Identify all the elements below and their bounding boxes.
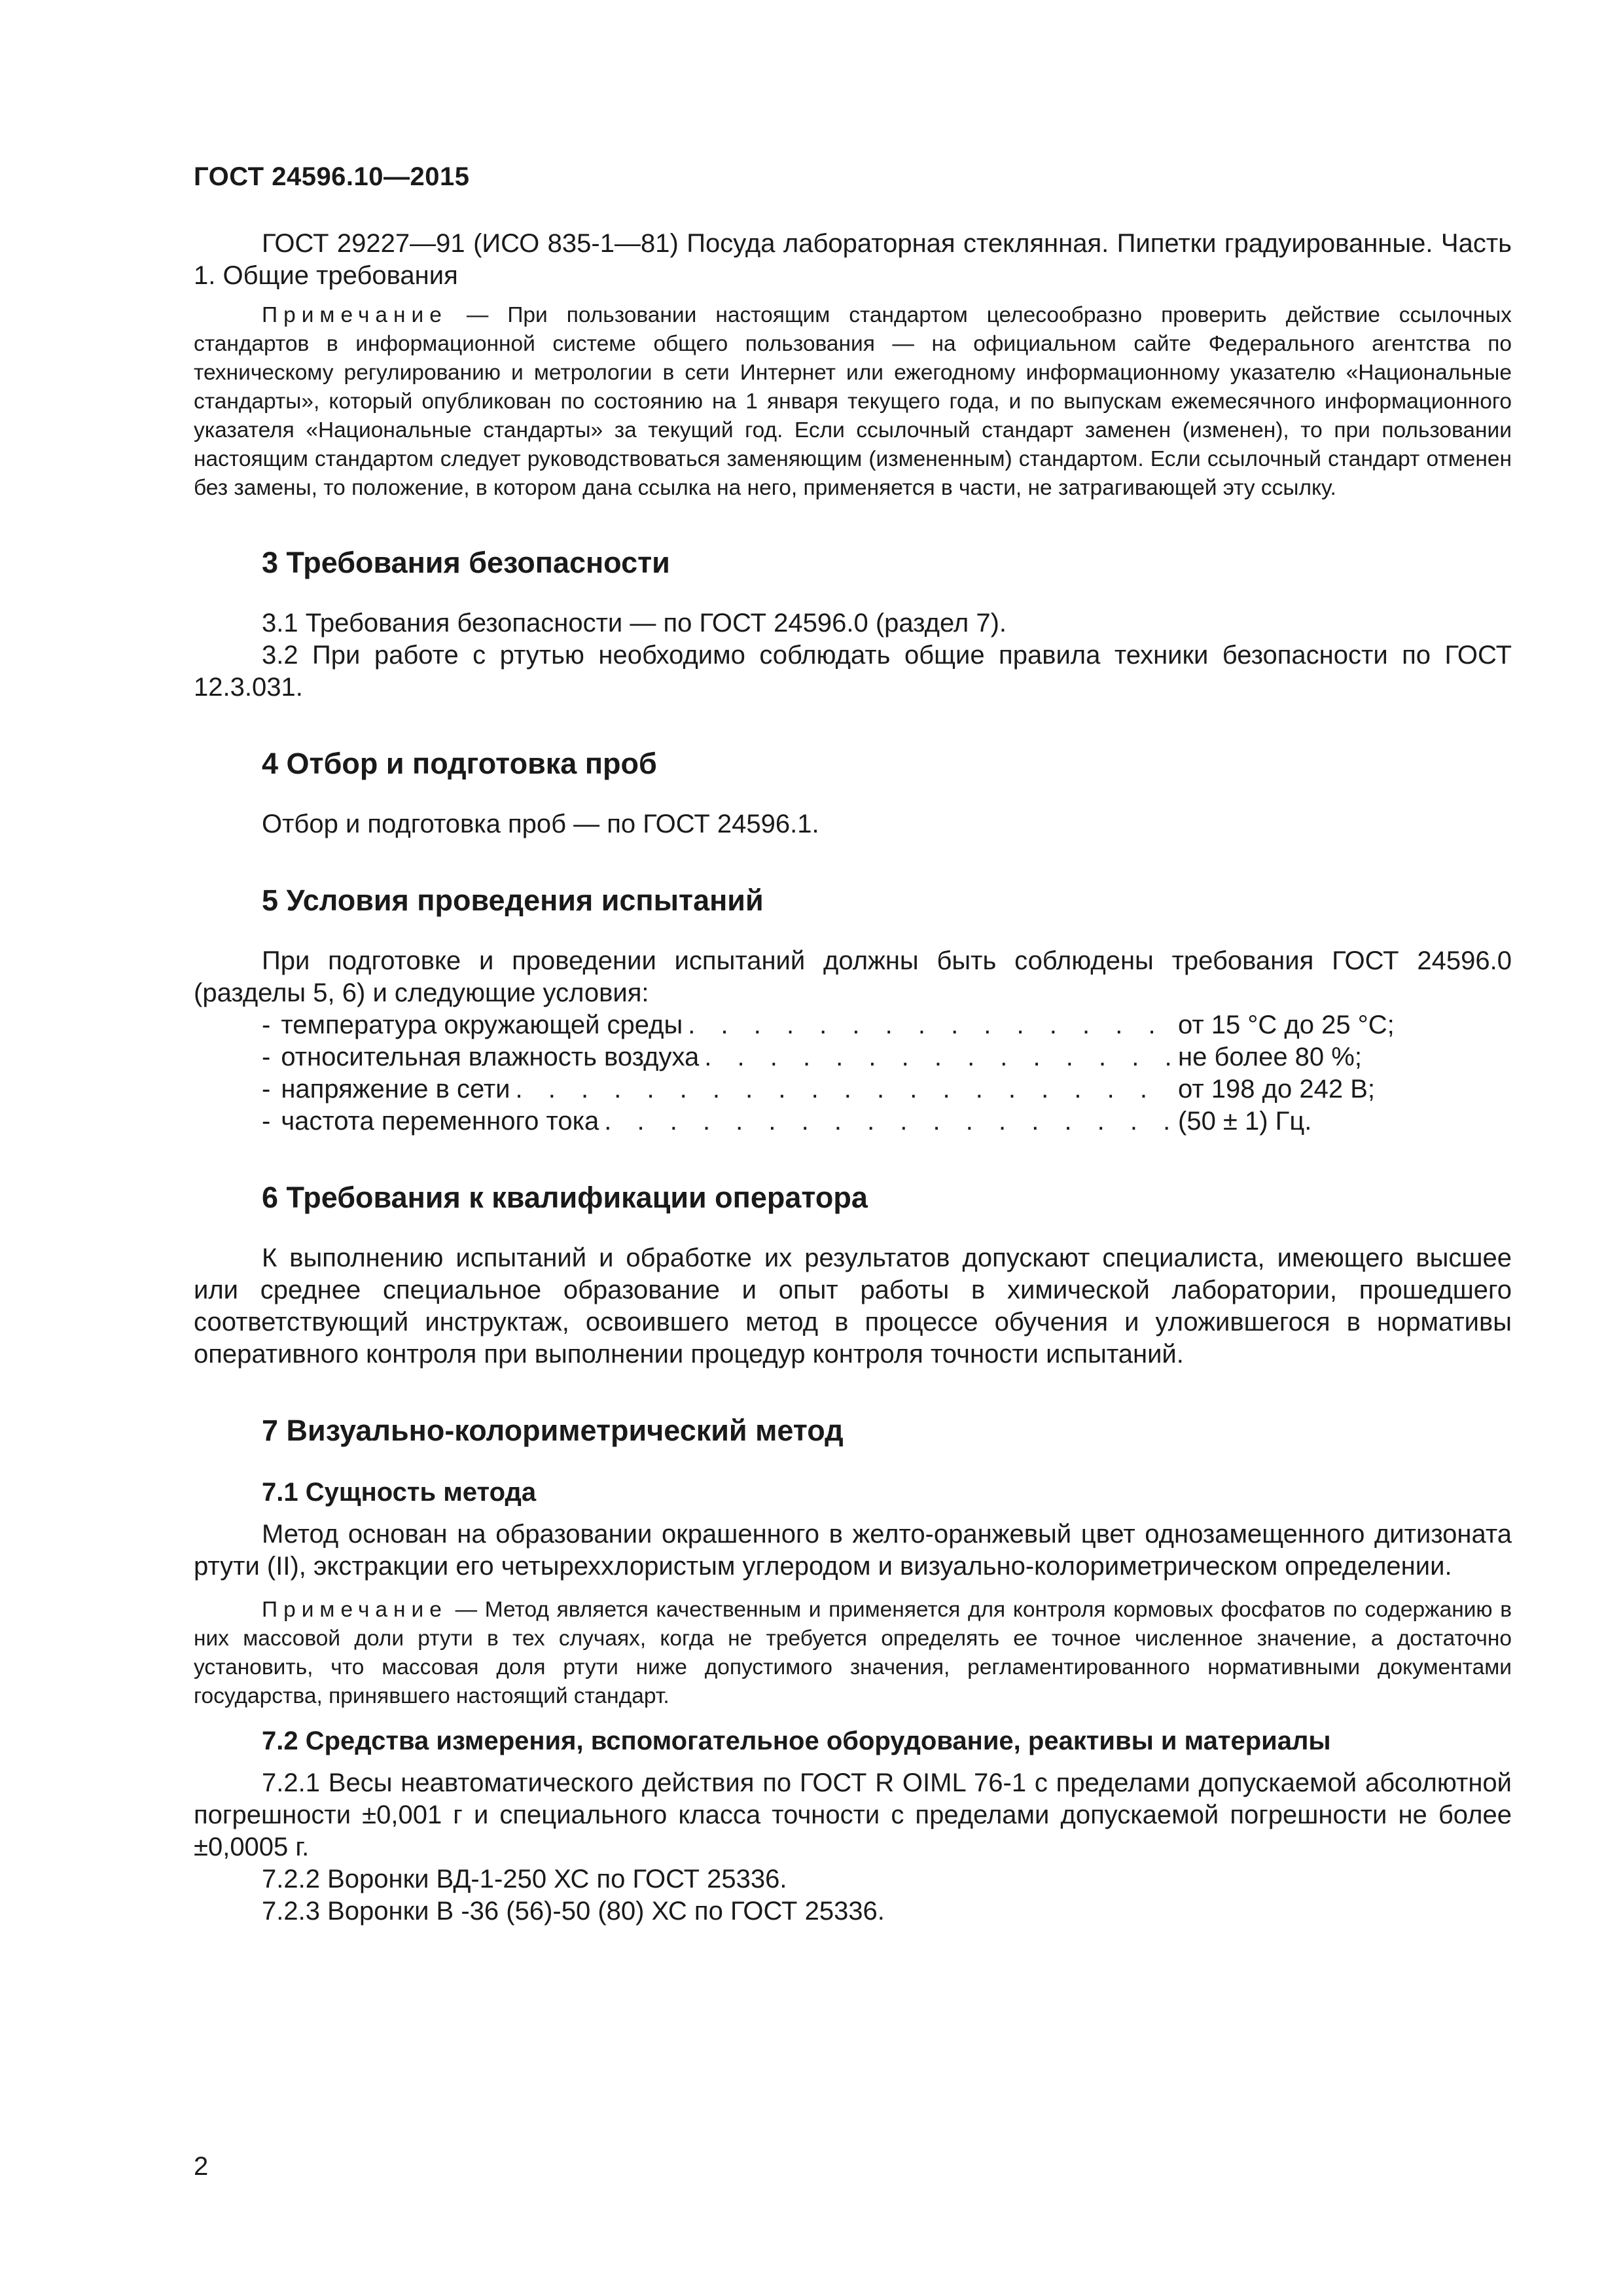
condition-name: частота переменного тока <box>281 1107 599 1136</box>
section-7-1-heading: 7.1 Сущность метода <box>262 1478 537 1507</box>
section-3-heading: 3 Требования безопасности <box>262 546 670 579</box>
section-4-text: Отбор и подготовка проб — по ГОСТ 24596.1. <box>262 810 819 838</box>
section-6-heading: 6 Требования к квалификации оператора <box>262 1181 868 1214</box>
section-7-1-text: Метод основан на образовании окрашенного в желто-оранжевый цвет однозамещенного дитизоната ртути (II), экстракции его четыреххлористым углеродом и визуально-колориметрическом определении. <box>194 1520 1512 1581</box>
condition-value: от 15 °С до 25 °С; <box>1178 1011 1395 1039</box>
conditions-list <box>194 1009 1512 1138</box>
section-7-heading: 7 Визуально-колориметрический метод <box>262 1414 844 1447</box>
section-6-text: К выполнению испытаний и обработке их результатов допускают специалиста, имеющего высшее или среднее специальное образование и опыт работы в химической лаборатории, прошедшего соответствующий инструктаж, освоившего метод в процессе обучения и уложившегося в нормативы оперативного контроля при выполнении процедур контроля точности испытаний. <box>194 1244 1512 1369</box>
page-number: 2 <box>194 2152 209 2181</box>
condition-value: от 198 до 242 В; <box>1178 1075 1375 1103</box>
note-label: Примечание <box>262 303 448 327</box>
note-referenced-standards <box>194 301 1512 503</box>
condition-item <box>194 1073 1512 1105</box>
condition-value: не более 80 %; <box>1178 1043 1362 1071</box>
condition-dash: - <box>262 1043 271 1071</box>
note-text: — Метод является качественным и применяется для контроля кормовых фосфатов по содержанию в них массовой доли ртути в тех случаях, когда не требуется определять ее точное численное значение, а достаточно установить, что массовая доля ртути ниже допустимого значения, регламентированного нормативными документами государства, принявшего настоящий стандарт. <box>194 1598 1512 1708</box>
reference-item: ГОСТ 29227—91 (ИСО 835-1—81) Посуда лабораторная стеклянная. Пипетки градуированные. Часть 1. Общие требования <box>194 229 1512 290</box>
condition-name: напряжение в сети <box>281 1075 510 1103</box>
section-4-heading: 4 Отбор и подготовка проб <box>262 747 657 780</box>
section-3-2-text: 3.2 При работе с ртутью необходимо соблюдать общие правила техники безопасности по ГОСТ 12.3.031. <box>194 641 1512 702</box>
section-7-2-1-text: 7.2.1 Весы неавтоматического действия по ГОСТ R OIML 76-1 с пределами допускаемой абсолютной погрешности ±0,001 г и специального класса точности с пределами допускаемой погрешности не более ±0,0005 г. <box>194 1768 1512 1861</box>
dot-leader <box>604 1105 1173 1138</box>
section-7-2-2-text: 7.2.2 Воронки ВД-1-250 ХС по ГОСТ 25336. <box>262 1865 787 1893</box>
note-label: Примечание <box>262 1598 448 1622</box>
page-header-standard-id: ГОСТ 24596.10—2015 <box>194 162 470 191</box>
condition-name: температура окружающей среды <box>281 1011 683 1039</box>
dot-leader <box>516 1073 1173 1105</box>
condition-dash: - <box>262 1107 271 1136</box>
note-text: — При пользовании настоящим стандартом целесообразно проверить действие ссылочных стандартов в информационной системе общего пользования — на официальном сайте Федерального агентства по техническому регулированию и метрологии в сети Интернет или ежегодному информационному указателю «Национальные стандарты», который опубликован по состоянию на 1 января текущего года, и по выпускам ежемесячного информационного указателя «Национальные стандарты» за текущий год. Если ссылочный стандарт заменен (изменен), то при пользовании настоящим стандартом следует руководствоваться заменяющим (измененным) стандартом. Если ссылочный стандарт отменен без замены, то положение, в котором дана ссылка на него, применяется в части, не затрагивающей эту ссылку. <box>194 303 1512 500</box>
condition-value: (50 ± 1) Гц. <box>1178 1107 1312 1136</box>
condition-item <box>194 1009 1512 1041</box>
condition-name: относительная влажность воздуха <box>281 1043 700 1071</box>
section-5-heading: 5 Условия проведения испытаний <box>262 884 764 917</box>
condition-dash: - <box>262 1075 271 1103</box>
note-method <box>194 1596 1512 1711</box>
condition-item <box>194 1105 1512 1138</box>
section-7-2-heading: 7.2 Средства измерения, вспомогательное оборудование, реактивы и материалы <box>262 1727 1331 1755</box>
dot-leader <box>704 1041 1173 1073</box>
document-body <box>194 228 1512 1928</box>
section-3-1-text: 3.1 Требования безопасности — по ГОСТ 24596.0 (раздел 7). <box>262 609 1007 637</box>
condition-dash: - <box>262 1011 271 1039</box>
condition-item <box>194 1041 1512 1073</box>
dot-leader <box>688 1009 1173 1041</box>
section-7-2-3-text: 7.2.3 Воронки В -36 (56)-50 (80) ХС по ГОСТ 25336. <box>262 1897 885 1926</box>
section-5-intro: При подготовке и проведении испытаний должны быть соблюдены требования ГОСТ 24596.0 (разделы 5, 6) и следующие условия: <box>194 946 1512 1007</box>
